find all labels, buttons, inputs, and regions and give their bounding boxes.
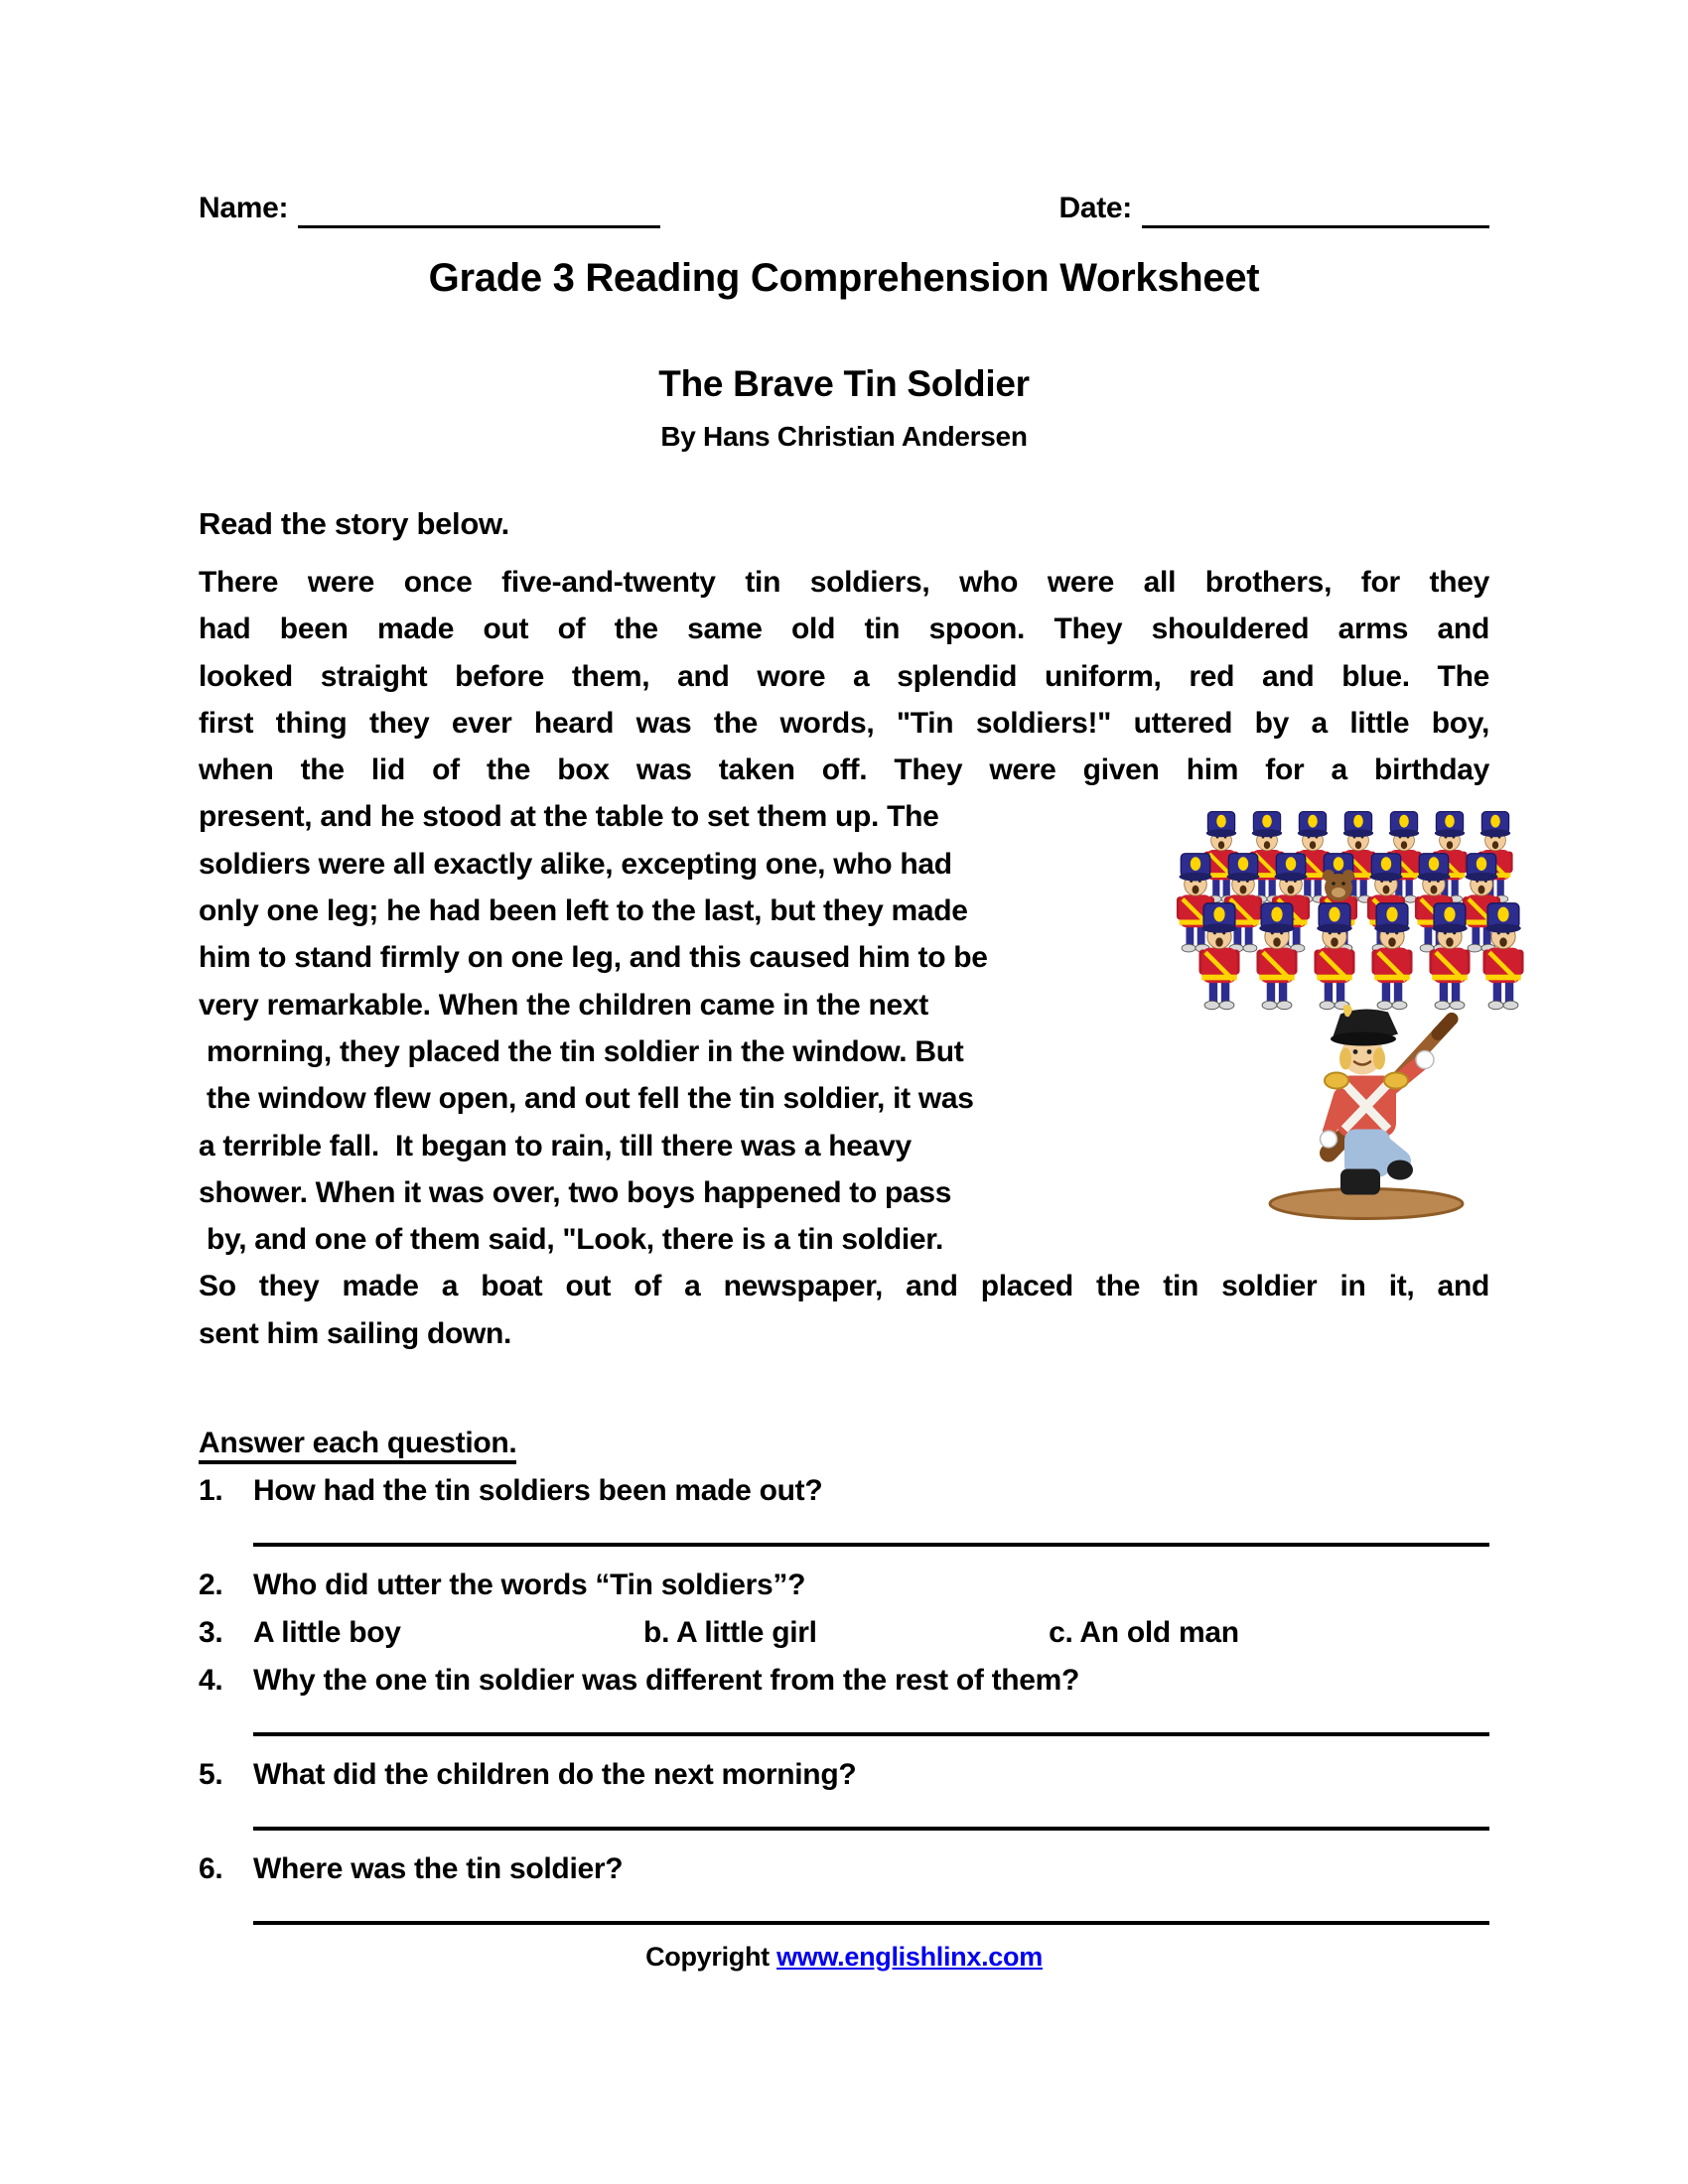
tin-soldiers-group-image <box>1158 810 1550 1014</box>
story-line: when the lid of the box was taken off. They were given him for a birthday <box>199 753 1489 787</box>
story-line: the window flew open, and out fell the tin soldier, it was <box>199 1082 974 1116</box>
story-line: shower. When it was over, two boys happened to pass <box>199 1175 952 1209</box>
story-line: first thing they ever heard was the words, "Tin soldiers!" uttered by a little boy, <box>199 706 1489 740</box>
question-row-6 <box>199 1845 1489 1893</box>
question-row-5 <box>199 1751 1489 1799</box>
story-line: only one leg; he had been left to the last, but they made <box>199 894 968 928</box>
tin-soldier-image <box>1249 1003 1487 1229</box>
question-number: 4. <box>199 1664 223 1697</box>
story-line: very remarkable. When the children came in the next <box>199 988 928 1022</box>
story-line: soldiers were all exactly alike, excepting one, who had <box>199 847 952 881</box>
question-options <box>253 1609 1489 1657</box>
story-line: present, and he stood at the table to set them up. The <box>199 800 939 834</box>
copyright-label: Copyright <box>645 1942 770 1972</box>
answer-line <box>253 1921 1489 1925</box>
question-text: How had the tin soldiers been made out? <box>253 1474 823 1507</box>
question-number: 2. <box>199 1569 223 1601</box>
question-row-4 <box>199 1657 1489 1705</box>
story-line: sent him sailing down. <box>199 1316 512 1350</box>
question-text: What did the children do the next morning? <box>253 1758 857 1791</box>
question-number: 1. <box>199 1474 223 1507</box>
question-number: 3. <box>199 1616 223 1649</box>
question-number: 5. <box>199 1758 223 1791</box>
question-row-2 <box>199 1562 1489 1609</box>
name-label: Name: <box>199 192 289 224</box>
answer-line <box>253 1543 1489 1547</box>
question-row-3 <box>199 1609 1489 1657</box>
date-field <box>1058 189 1489 228</box>
answer-line <box>253 1732 1489 1736</box>
copyright <box>199 1940 1489 1974</box>
story-title: The Brave Tin Soldier <box>658 363 1030 404</box>
question-text: Where was the tin soldier? <box>253 1852 624 1885</box>
name-field <box>199 189 660 228</box>
questions-heading: Answer each question. <box>199 1420 1489 1467</box>
question-text: Who did utter the words “Tin soldiers”? <box>253 1569 806 1601</box>
story-line: There were once five-and-twenty tin soldiers, who were all brothers, for they <box>199 566 1489 599</box>
story-line: by, and one of them said, "Look, there is a tin soldier. <box>199 1223 944 1257</box>
header-row <box>199 189 1489 228</box>
story-line: a terrible fall. It began to rain, till there was a heavy <box>199 1129 912 1162</box>
story-byline: By Hans Christian Andersen <box>660 421 1028 452</box>
question-row-1 <box>199 1467 1489 1515</box>
story-line: So they made a boat out of a newspaper, and placed the tin soldier in it, and <box>199 1270 1489 1303</box>
option-b: b. A little girl <box>643 1616 817 1649</box>
story-line: had been made out of the same old tin spoon. They shouldered arms and <box>199 613 1489 646</box>
question-text: Why the one tin soldier was different from the rest of them? <box>253 1664 1080 1697</box>
date-blank-line <box>1142 190 1489 228</box>
option-a: A little boy <box>253 1616 401 1649</box>
option-c: c. An old man <box>1049 1616 1239 1649</box>
name-blank-line <box>298 190 660 228</box>
story-line: looked straight before them, and wore a splendid uniform, red and blue. The <box>199 659 1489 693</box>
date-label: Date: <box>1058 192 1132 224</box>
copyright-link[interactable]: www.englishlinx.com <box>776 1942 1043 1972</box>
story-line: him to stand firmly on one leg, and this caused him to be <box>199 941 988 975</box>
read-story-instruction: Read the story below. <box>199 506 509 541</box>
question-number: 6. <box>199 1852 223 1885</box>
page-title: Grade 3 Reading Comprehension Worksheet <box>428 256 1260 300</box>
answer-line <box>253 1827 1489 1831</box>
story-line: morning, they placed the tin soldier in the window. But <box>199 1034 964 1068</box>
questions-section <box>199 1420 1489 1974</box>
